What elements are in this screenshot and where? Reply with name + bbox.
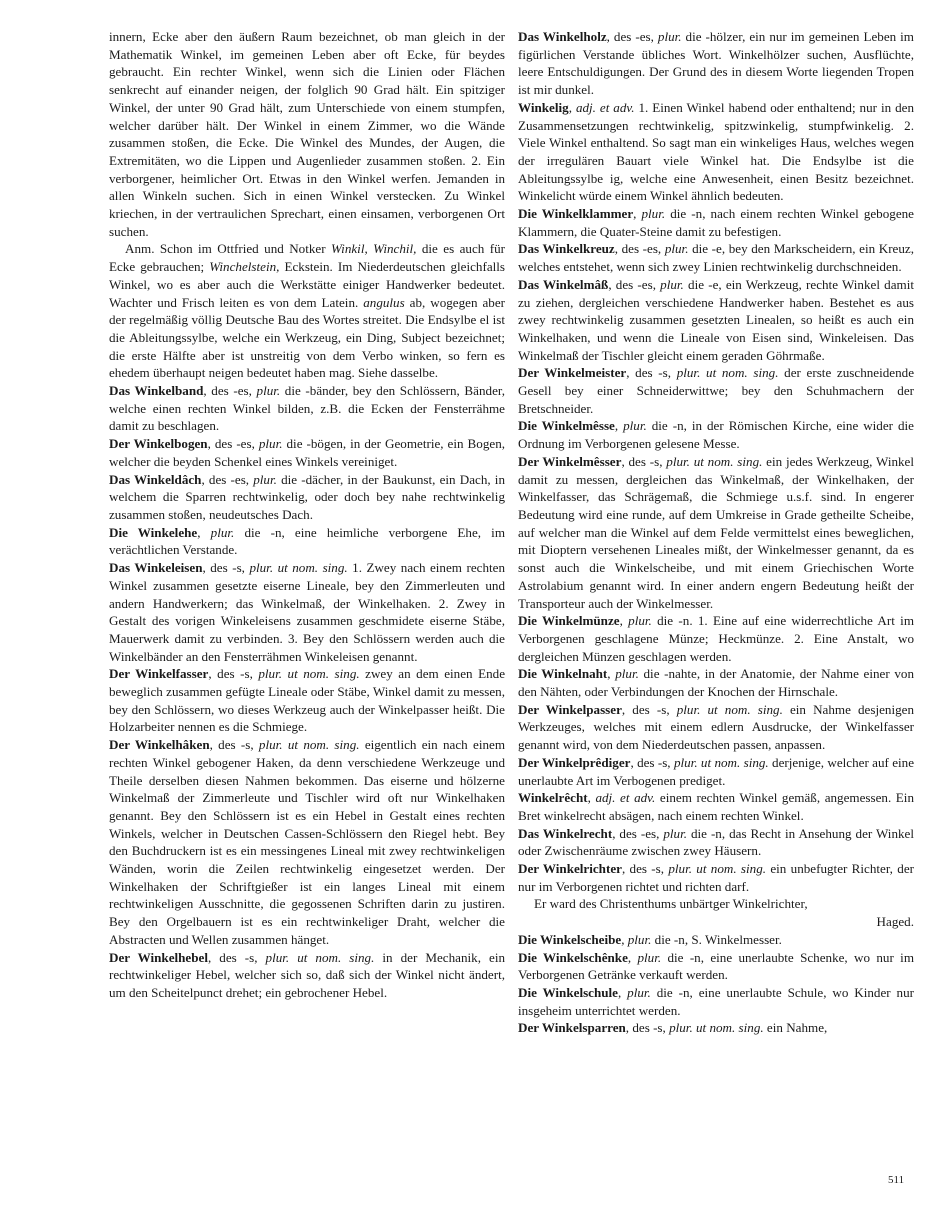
headword: Das Winkeleisen [109, 560, 203, 576]
entry-winkelehe: Die Winkelehe, plur. die -n, eine heimliche verborgene Ehe, im verächtlichen Verstande. [109, 524, 506, 558]
entry-winkelrichter: Der Winkelrichter, des -s, plur. ut nom. sing. ein unbefugter Richter, der nur im Verborgenen richtet und richten darf. [518, 861, 914, 894]
entry-winkelmesser: Der Winkelmêsser, des -s, plur. ut nom. sing. ein jedes Werkzeug, Winkel damit zu messen, dergleichen das Winkelmaß, der Winkelhaken, der Winkelfasser, das Schrägemaß, die Schmiege u.s.f. sind. In engerer Bedeutung wird eine runde, auf dem Umkreise in Grade getheilte Scheibe, auf welcher man die Winkel auf dem Felde vermittelst eines beweglichen, mit Dioptern versehenen Lineales mißt, der Winkelmesser genannt, da es sonst auch die Winkelscheibe, und mit einem Griechischen Worte Astrolabium genannt wird. In einer andern engern Bedeutung heißt der Transporteur auch der Winkelmesser. [518, 453, 915, 611]
entry-winkelrecht-adj: Winkelrêcht, adj. et adv. einem rechten Winkel gemäß, angemessen. Ein Bret winkelrecht absägen, nach einem rechten Winkel. [518, 790, 914, 823]
headword: Winkelrêcht [518, 790, 588, 806]
entry-winkelbogen: Der Winkelbogen, des -es, plur. die -bögen, in der Geometrie, ein Bogen, welcher die beyden Schenkel eines Winkels vereiniget. [109, 436, 506, 469]
headword: Der Winkelmêsser [518, 453, 622, 469]
entry-winkelkreuz: Das Winkelkreuz, des -es, plur. die -e, bey den Markscheidern, ein Kreuz, welches entstehet, wenn sich zwey Linien rechtwinkelig durchschneiden. [518, 241, 914, 275]
headword: Die Winkelmêsse [518, 418, 615, 434]
entry-winkelfasser: Der Winkelfasser, des -s, plur. ut nom. sing. zwey an dem einen Ende beweglich zusammen gefügte Lineale oder Stäbe, Winkel damit zu messen, bey den Schlössern, wo dieses Werkzeug auch der Winkelpasser heißt. Die Holzarbeiter nennen es die Schmiege. [109, 666, 506, 735]
page-number: 511 [888, 1174, 905, 1186]
headword: Die Winkelschênke [518, 949, 628, 965]
headword: Winkelig [518, 99, 569, 115]
headword: Der Winkelpasser [518, 701, 622, 717]
entry-winkelholz: Das Winkelholz, des -es, plur. die -hölzer, ein nur im gemeinen Leben im figürlichen Verstande übliches Wort. Winkelhölzer suchen, Ausflüchte, leere Entschuldigungen. Der Grund des in diesem Worte liegenden Tropen ist mir dunkel. [518, 29, 914, 98]
headword: Die Winkelehe [109, 524, 198, 540]
entry-winkelschule: Die Winkelschule, plur. die -n, eine unerlaubte Schule, wo Kinder nur insgeheim unterrichtet werden. [518, 984, 914, 1018]
entry-winkelhaken: Der Winkelhâken, des -s, plur. ut nom. sing. eigentlich ein nach einem rechten Winkel gebogener Haken, da denn verschiedene Werkzeuge und Theile derselben diesen Nahmen bekommen. Das eiserne und hölzerne Winkelmaß der Zimmerleute und Tischler wird oft nur Winkelhaken genannt. Bey den Schlössern ist es ein Hebel in Gestalt eines rechten Winkels, welcher in Deutschen Cassen-Schlössern den Riegel hebt. Bey den Buchdruckern ist es ein messingenes Lineal mit zwey rechtwinkeligen Wänden, worin die Zeilen rechtwinkelig eingesetzet werden. Der Winkelhaken der Schriftgießer ist ein langes Lineal mit einem rechtwinkeligen Ausschnitte, die gegossenen Schriften darin zu justiren. Bey den Orgelbauern ist es ein rechtwinkeliger Draht, welcher die Abstracten und Wellen zusammen hänget. [109, 737, 505, 947]
headword: Der Winkelhebel [109, 949, 208, 965]
headword: Das Winkelrecht [518, 825, 613, 841]
entry-winkelmeister: Der Winkelmeister, des -s, plur. ut nom. sing. der erste zuschneidende Gesell bey einer Schneiderwittwe; bey den Schuhmachern der Bretschneider. [518, 365, 915, 416]
entry-winkelpasser: Der Winkelpasser, des -s, plur. ut nom. sing. ein Nahme desjenigen Werkzeuges, welches mit einem edlern Ausdrucke, der Winkelfasser genannt wird, von dem Niederdeutschen passen, anpassen. [518, 701, 915, 753]
entry-winkelmass: Das Winkelmâß, des -es, plur. die -e, ein Werkzeug, rechte Winkel damit zu ziehen, dergleichen verschiedene Handwerker haben. Bestehet es aus zwey rechtwinkelig zusammen gesetzten Linealen, so heißt es auch ein Winkelhaken, und wenn die Lineale von Eisen sind, Winkeleisen. Das Winkelmaß der Tischler gleicht einem geraden Göhrmaße. [518, 276, 914, 363]
entry-winkelband: Das Winkelband, des -es, plur. die -bänder, bey den Schlössern, Bänder, welche einen rechten Winkel bilden, z.B. die Ecken der Fensterrähme damit zu beschlagen. [109, 383, 505, 434]
headword: Die Winkelnaht [518, 666, 608, 682]
right-column [518, 28, 914, 1037]
entry-winkeleisen: Das Winkeleisen, des -s, plur. ut nom. sing. 1. Zwey nach einem rechten Winkel zusammen gesetzte eiserne Lineale, bey den Zimmerleuten und andern Handwerkern; das Winkelmaß, der Winkelhaken. 2. Zwey in Gestalt des vorigen Winkeleisens zusammen geschmidete eiserne Stäbe, Mauerwerk damit zu verbinden. 3. Bey den Schlössern werden auch die Winkelbänder an den Fensterrähmen Winkeleisen genannt. [109, 560, 505, 664]
entry-winkelschenke: Die Winkelschênke, plur. die -n, eine unerlaubte Schenke, wo nur im Verborgenen Getränke verkauft werden. [518, 949, 914, 983]
headword: Der Winkelrichter [518, 861, 622, 877]
entry-winkelscheibe: Die Winkelscheibe, plur. die -n, S. Winkelmesser. [518, 931, 782, 947]
entry-winkelnaht: Die Winkelnaht, plur. die -nahte, in der Anatomie, der Nahme einer von den Nähten, oder Verbindungen der Knochen der Hirnschale. [518, 666, 915, 700]
headword: Der Winkelhâken [109, 737, 210, 753]
paragraph-anmerkung: Anm. Schon im Ottfried und Notker Winkil, Winchil, die es auch für Ecke gebrauchen; Winchelstein, Eckstein. Im Niederdeutschen gleichfalls Winkel, wo es aber auch die Werkstätte einiger Handwerker bedeutet. Wachter und Frisch leiten es von dem Latein. angulus ab, wogegen aber der regelmäßig völlig Deutsche Bau des Wortes streitet. Die Endsylbe el ist die Ableitungssylbe, welche ein Werkzeug, ein Ding, Subject bezeichnet; die erste Hälfte aber ist unstreitig von dem Verbo winken, so fern es ehedem überhaupt neigen bedeutet haben mag. Siehe dasselbe. [109, 241, 506, 381]
headword: Das Winkelband [109, 383, 204, 399]
headword: Die Winkelmünze [518, 613, 620, 629]
verse-quotation: Er ward des Christenthums unbärtger Winkelrichter, [534, 896, 808, 912]
entry-winkelhebel: Der Winkelhebel, des -s, plur. ut nom. sing. in der Mechanik, ein rechtwinkeliger Hebel, welcher sich so, daß sich der Winkel nicht ändert, um den Scheitelpunct drehet; ein gebrochener Hebel. [109, 949, 505, 1000]
entry-winkelklammer: Die Winkelklammer, plur. die -n, nach einem rechten Winkel gebogene Klammern, die Quater-Steine damit zu befestigen. [518, 206, 914, 239]
left-column [109, 28, 505, 1002]
headword: Der Winkelmeister [518, 365, 627, 381]
entry-winkelmunze: Die Winkelmünze, plur. die -n. 1. Eine auf eine widerrechtliche Art im Verborgenen geschlagene Münze; Heckmünze. 2. Eine Anstalt, wo dergleichen Münzen geschlagen werden. [518, 613, 915, 664]
entry-winkelmesse: Die Winkelmêsse, plur. die -n, in der Römischen Kirche, eine wider die Ordnung im Verborgenen gelesene Messe. [518, 418, 914, 452]
entry-winkeldach: Das Winkeldâch, des -es, plur. die -dächer, in der Baukunst, ein Dach, in welchem die Sparren rechtwinkelig, oder doch bey nahe rechtwinkelig zusammen stoßen, neudeutsches Dach. [109, 471, 505, 522]
headword: Der Winkelfasser [109, 666, 209, 682]
quotation-attribution: Haged. [876, 914, 914, 930]
entry-winkelrecht-noun: Das Winkelrecht, des -es, plur. die -n, das Recht in Ansehung der Winkel oder Zwischenräume zwischen zwey Häusern. [518, 825, 914, 859]
entry-winkelprediger: Der Winkelprêdiger, des -s, plur. ut nom. sing. derjenige, welcher auf eine unerlaubte Art im Verbogenen prediget. [518, 754, 915, 788]
headword: Das Winkelholz [518, 29, 607, 44]
headword: Das Winkeldâch [109, 471, 202, 487]
headword: Der Winkelbogen [109, 436, 208, 452]
entry-winkelig: Winkelig, adj. et adv. 1. Einen Winkel habend oder enthaltend; nur in den Zusammensetzungen rechtwinkelig, spitzwinkelig, stumpfwinkelig. 2. Viele Winkel enthaltend. So sagt man ein winkeliges Haus, welches wegen der irregulären Bauart viele Winkel hat. Die Endsylbe ist die Ableitungssylbe ig, welche eine Anwesenheit, einen Besitz bezeichnet. Winkelicht würde einem Winkel ähnlich bedeuten. [518, 99, 914, 204]
headword: Der Winkelprêdiger [518, 754, 631, 770]
headword: Das Winkelmâß [518, 276, 609, 292]
headword: Die Winkelschule [518, 984, 618, 1000]
paragraph-winkel-continued: innern, Ecke aber den äußern Raum bezeichnet, ob man gleich in der Mathematik Winkel, im gemeinen Leben aber oft Ecke, für beydes gebraucht. Ein rechter Winkel, wenn sich die Linien oder Flächen senkrecht auf einander neigen, der folglich 90 Grad hält. Ein spitziger Winkel, der unter 90 Grad hält, zum Unterschiede von einem stumpfen, welcher darüber hält. Der Winkel in einem Zimmer, wo die Wände zusammen stoßen, die Ecke. Die Winkel des Mundes, der Augen, die Extremitäten, wo die Lippen und Augenlieder zusammen stoßen. 2. Ein verborgener, heimlicher Ort. Etwas in den Winkel werfen. Jemanden in allen Winkeln suchen. Sich in einen Winkel verstecken. Zu Winkel kriechen, in der vertraulichen Sprechart, einen einsamen, verborgenen Ort suchen. [109, 29, 505, 239]
headword: Der Winkelsparren [518, 1020, 626, 1036]
headword: Die Winkelklammer [518, 206, 634, 222]
entry-winkelsparren: Der Winkelsparren, des -s, plur. ut nom. sing. ein Nahme, [518, 1020, 828, 1036]
headword: Die Winkelscheibe [518, 931, 622, 947]
headword: Das Winkelkreuz [518, 241, 615, 257]
